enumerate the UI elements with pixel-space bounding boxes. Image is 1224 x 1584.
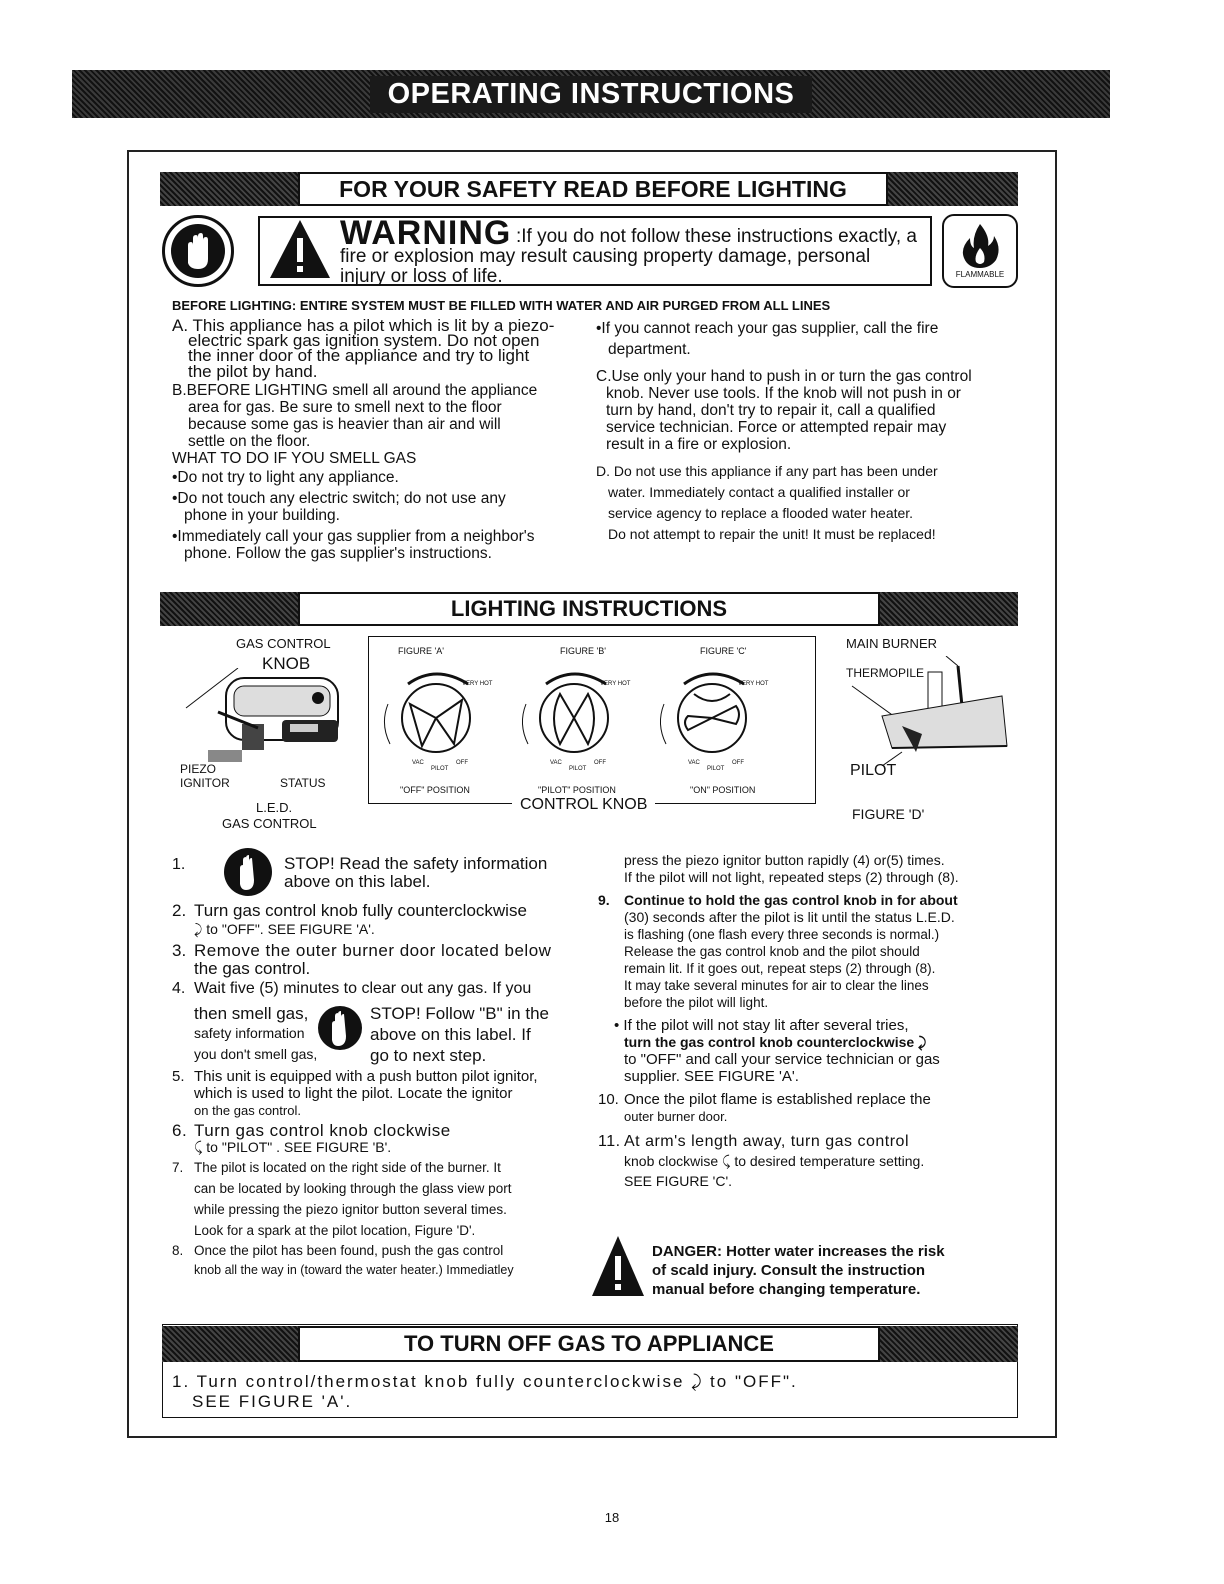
step-7-b: can be located by looking through the glass view port <box>194 1181 512 1196</box>
off-label-a: OFF <box>456 760 468 766</box>
safety-left-column <box>172 318 592 562</box>
step-8-cont-1: press the piezo ignitor button rapidly (4) or(5) times. <box>624 852 945 868</box>
item-c-3: turn by hand, don't try to repair it, call a qualified <box>606 402 936 419</box>
figure-b-label: FIGURE 'B' <box>560 646 606 656</box>
what-to-do-heading: WHAT TO DO IF YOU SMELL GAS <box>172 450 417 467</box>
item-a-3: the inner door of the appliance and try to light <box>188 346 530 365</box>
piezo-label: PIEZO <box>180 762 217 776</box>
lighting-heading: LIGHTING INSTRUCTIONS <box>298 592 880 626</box>
step-10-a: Once the pilot flame is established replace the <box>624 1091 931 1108</box>
very-hot-label-c: VERY HOT <box>738 681 769 687</box>
vac-label-a: VAC <box>412 760 424 766</box>
figure-d-label: FIGURE 'D' <box>852 806 925 822</box>
warning-text-1: :If you do not follow these instructions exactly, a <box>516 226 917 247</box>
off-label-c: OFF <box>732 760 744 766</box>
flammable-label: FLAMMABLE <box>955 270 1005 279</box>
step-4-f: you don't smell gas, <box>194 1046 318 1062</box>
stay-lit-bullet-1: • If the pilot will not stay lit after several tries, <box>614 1017 909 1034</box>
before-lighting-note: BEFORE LIGHTING: ENTIRE SYSTEM MUST BE FILLED WITH WATER AND AIR PURGED FROM ALL LINES <box>172 298 831 313</box>
step-2-num: 2. <box>172 901 187 920</box>
stop-hand-icon <box>162 215 234 287</box>
on-position-label: "ON" POSITION <box>690 785 756 795</box>
item-d-1: D. Do not use this appliance if any part has been under <box>596 463 938 479</box>
figure-a-label: FIGURE 'A' <box>398 646 444 656</box>
step-9-e: remain lit. If it goes out, repeat steps (2) through (8). <box>624 961 936 976</box>
item-b-3: because some gas is heavier than air and will <box>188 416 501 433</box>
step-4-e: above on this label. If <box>370 1025 531 1044</box>
steps-2-3 <box>172 902 592 998</box>
step-10-b: outer burner door. <box>624 1109 728 1124</box>
step-7-a: The pilot is located on the right side of the burner. It <box>194 1160 501 1175</box>
ignitor-label: IGNITOR <box>180 776 230 790</box>
step-9-d: Release the gas control knob and the pilot should <box>624 944 920 959</box>
gas-control-drawing <box>178 668 358 773</box>
step-9-a: Continue to hold the gas control knob in for about <box>624 892 958 908</box>
vac-label-b: VAC <box>550 760 562 766</box>
steps-right-column <box>598 852 1018 1190</box>
step-9-f: It may take several minutes for air to clear the lines <box>624 978 929 993</box>
step-4-num: 4. <box>172 980 186 997</box>
step-7-d: Look for a spark at the pilot location, Figure 'D'. <box>194 1223 476 1238</box>
thermopile-label: THERMOPILE <box>846 666 925 680</box>
danger-line-1: DANGER: Hotter water increases the risk <box>652 1243 945 1260</box>
item-a-2: electric spark gas ignition system. Do not open <box>188 331 540 350</box>
step-10-num: 10. <box>598 1091 619 1108</box>
bullet-1: •Do not try to light any appliance. <box>172 469 399 486</box>
danger-line-2: of scald injury. Consult the instruction <box>652 1262 926 1279</box>
step-3-num: 3. <box>172 941 187 960</box>
gas-control-knob-label-1: GAS CONTROL <box>236 636 331 651</box>
safety-right-column <box>596 320 1016 543</box>
danger-note <box>652 1242 945 1299</box>
step-11-num: 11. <box>598 1133 621 1150</box>
pilot-small-label-a: PILOT <box>431 766 449 772</box>
step-3-row <box>172 942 592 960</box>
status-label: STATUS <box>280 776 326 790</box>
step-7-row <box>172 1159 592 1176</box>
step-9-row <box>598 892 1018 909</box>
step-11-a: At arm's length away, turn gas control <box>624 1133 909 1150</box>
bullet-2a: •Do not touch any electric switch; do not use any <box>172 490 506 507</box>
flammable-icon <box>942 214 1018 288</box>
step-8-b: knob all the way in (toward the water heater.) Immediatley <box>194 1263 514 1277</box>
item-a-1: A. This appliance has a pilot which is lit by a piezo- <box>172 316 555 335</box>
step-4-d: safety information <box>194 1025 305 1041</box>
main-burner-label: MAIN BURNER <box>846 636 938 651</box>
step-6-a: Turn gas control knob clockwise <box>194 1121 451 1140</box>
warning-text-3: injury or loss of life. <box>340 266 503 287</box>
step-8-num: 8. <box>172 1243 184 1258</box>
page-number: 18 <box>604 1510 620 1525</box>
very-hot-label-b: VERY HOT <box>600 681 631 687</box>
page-title: OPERATING INSTRUCTIONS <box>370 76 813 113</box>
step-8-row <box>172 1242 592 1259</box>
stay-lit-bullet-4: supplier. SEE FIGURE 'A'. <box>624 1068 799 1085</box>
step-1-num: 1. <box>172 856 186 873</box>
step-1-a: STOP! Read the safety information <box>284 854 548 873</box>
stay-lit-bullet-2: turn the gas control knob counterclockwise ⤸ <box>624 1034 927 1050</box>
step-2-b: ⤸ to "OFF". SEE FIGURE 'A'. <box>194 921 375 937</box>
step-4-c: STOP! Follow "B" in the <box>370 1004 549 1023</box>
step-11-row <box>598 1133 1018 1150</box>
item-d-4: Do not attempt to repair the unit! It must be replaced! <box>608 526 936 542</box>
step-1-b: above on this label. <box>284 872 431 891</box>
bullet-3b: phone. Follow the gas supplier's instructions. <box>184 545 492 562</box>
control-knob-label: CONTROL KNOB <box>512 796 655 814</box>
step-5-a: This unit is equipped with a push button pilot ignitor, <box>194 1068 538 1085</box>
warning-word: WARNING <box>340 214 512 252</box>
step-8-a: Once the pilot has been found, push the gas control <box>194 1243 504 1258</box>
item-c-2: knob. Never use tools. If the knob will not push in or <box>606 385 961 402</box>
item-b-1: B.BEFORE LIGHTING smell all around the appliance <box>172 382 538 399</box>
item-a-4: the pilot by hand. <box>188 362 318 381</box>
step-8-cont-2: If the pilot will not light, repeated steps (2) through (8). <box>624 869 959 885</box>
off-position-label: "OFF" POSITION <box>400 785 470 795</box>
pilot-small-label-b: PILOT <box>569 766 587 772</box>
item-c-1: C.Use only your hand to push in or turn the gas control <box>596 368 972 385</box>
step-9-c: is flashing (one flash every three seconds is normal.) <box>624 927 940 942</box>
step-11-b: knob clockwise ⤹ to desired temperature setting. <box>624 1153 925 1169</box>
step-4-g: go to next step. <box>370 1046 487 1065</box>
step-4-a: Wait five (5) minutes to clear out any gas. If you <box>194 980 532 997</box>
step-2-row <box>172 902 592 920</box>
figure-c-label: FIGURE 'C' <box>700 646 747 656</box>
bullet-2b: phone in your building. <box>184 507 340 524</box>
turnoff-line-1: 1. Turn control/thermostat knob fully counterclockwise ⤸ to "OFF". <box>172 1372 798 1391</box>
warning-text-2: fire or explosion may result causing property damage, personal <box>340 246 871 267</box>
step-4-row <box>172 980 592 998</box>
step-5-num: 5. <box>172 1068 185 1085</box>
item-b-4: settle on the floor. <box>188 433 311 450</box>
gas-control-knob-label-2: KNOB <box>262 654 311 673</box>
item-c-5: result in a fire or explosion. <box>606 436 792 453</box>
step-7-num: 7. <box>172 1160 184 1175</box>
step-6-b: ⤹ to "PILOT" . SEE FIGURE 'B'. <box>194 1139 392 1155</box>
pilot-label: PILOT <box>850 762 897 779</box>
step-3-a: Remove the outer burner door located below <box>194 941 552 960</box>
off-label-b: OFF <box>594 760 606 766</box>
step-6-row <box>172 1122 592 1139</box>
item-d-2: water. Immediately contact a qualified installer or <box>608 484 910 500</box>
warning-triangle-icon <box>268 218 332 285</box>
title-banner <box>72 70 1110 118</box>
step-7-c: while pressing the piezo ignitor button several times. <box>194 1202 507 1217</box>
very-hot-label-a: VERY HOT <box>462 681 493 687</box>
fire-dept-2: department. <box>608 341 691 358</box>
step-5-row <box>172 1068 592 1085</box>
step-6-num: 6. <box>172 1121 188 1140</box>
stay-lit-bullet-3: to "OFF" and call your service technician or gas <box>624 1051 940 1068</box>
step-9-num: 9. <box>598 892 610 908</box>
step-5-b: which is used to light the pilot. Locate the ignitor <box>194 1085 513 1102</box>
bullet-3a: •Immediately call your gas supplier from a neighbor's <box>172 528 535 545</box>
burner-drawing <box>842 656 1012 771</box>
gas-control-label: GAS CONTROL <box>222 816 317 831</box>
step-10-row <box>598 1091 1018 1108</box>
led-label: L.E.D. <box>256 800 293 815</box>
pilot-position-label: "PILOT" POSITION <box>538 785 616 795</box>
turnoff-heading: TO TURN OFF GAS TO APPLIANCE <box>298 1326 880 1362</box>
step-3-b: the gas control. <box>194 959 311 978</box>
step-2-a: Turn gas control knob fully counterclockwise <box>194 901 527 920</box>
step-11-c: SEE FIGURE 'C'. <box>624 1173 733 1189</box>
fire-dept-1: •If you cannot reach your gas supplier, call the fire <box>596 320 939 337</box>
step-5-c: on the gas control. <box>194 1103 301 1118</box>
vac-label-c: VAC <box>688 760 700 766</box>
step-4-b: then smell gas, <box>194 1004 309 1023</box>
safety-heading: FOR YOUR SAFETY READ BEFORE LIGHTING <box>298 172 888 206</box>
item-c-4: service technician. Force or attempted repair may <box>606 419 947 436</box>
step-9-b: (30) seconds after the pilot is lit until the status L.E.D. <box>624 909 955 925</box>
turnoff-line-2: SEE FIGURE 'A'. <box>192 1392 353 1411</box>
item-d-3: service agency to replace a flooded water heater. <box>608 505 914 521</box>
danger-triangle-icon <box>590 1234 646 1303</box>
step-9-g: before the pilot will light. <box>624 995 769 1010</box>
pilot-small-label-c: PILOT <box>707 766 725 772</box>
danger-line-3: manual before changing temperature. <box>652 1281 921 1298</box>
item-b-2: area for gas. Be sure to smell next to the floor <box>188 399 502 416</box>
steps-5-8 <box>172 1068 592 1279</box>
